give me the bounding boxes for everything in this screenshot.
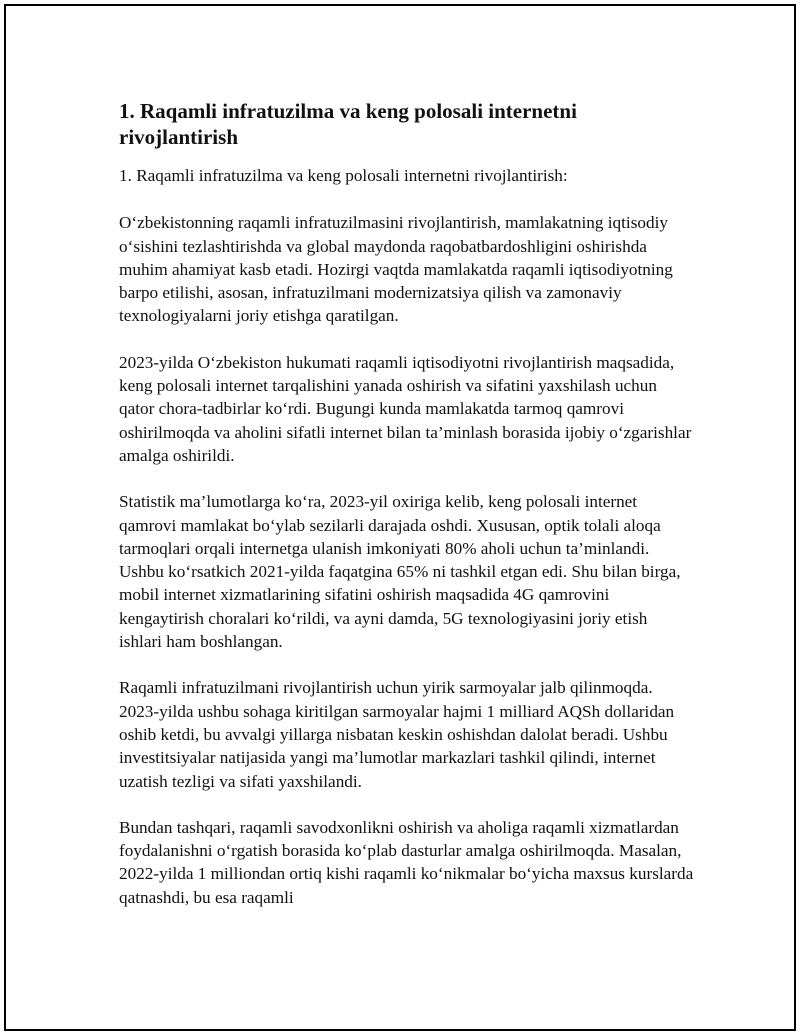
document-content [119, 98, 694, 932]
paragraph: Raqamli infratuzilmani rivojlantirish uchun yirik sarmoyalar jalb qilinmoqda. 2023-yilda ushbu sohaga kiritilgan sarmoyalar hajmi 1 milliard AQSh dollaridan oshib ketdi, bu avvalgi yillarga nisbatan keskin oshishdan dalolat beradi. Ushbu investitsiyalar natijasida yangi ma’lumotlar markazlari tashkil qilindi, internet uzatish tezligi va sifati yaxshilandi. [119, 678, 675, 791]
section-heading: 1. Raqamli infratuzilma va keng polosali internetni rivojlantirish [119, 99, 577, 149]
document-page [4, 4, 796, 1031]
paragraph: O‘zbekistonning raqamli infratuzilmasini rivojlantirish, mamlakatning iqtisodiy o‘sishini tezlashtirishda va global maydonda raqobatbardoshligini oshirishda muhim ahamiyat kasb etadi. Hozirgi vaqtda mamlakatda raqamli iqtisodiyotning barpo etilishi, asosan, infratuzilmani modernizatsiya qilish va zamonaviy texnologiyalarni joriy etishga qaratilgan. [119, 213, 673, 326]
paragraph: 2023-yilda O‘zbekiston hukumati raqamli iqtisodiyotni rivojlantirish maqsadida, keng polosali internet tarqalishini yanada oshirish va sifatini yaxshilash uchun qator chora-tadbirlar ko‘rdi. Bugungi kunda mamlakatda tarmoq qamrovi oshirilmoqda va aholini sifatli internet bilan ta’minlash borasida ijobiy o‘zgarishlar amalga oshirildi. [119, 352, 692, 465]
paragraph: Statistik ma’lumotlarga ko‘ra, 2023-yil oxiriga kelib, keng polosali internet qamrovi mamlakat bo‘ylab sezilarli darajada oshdi. Xususan, optik tolali aloqa tarmoqlari orqali internetga ulanish imkoniyati 80% aholi uchun ta’minlandi. Ushbu ko‘rsatkich 2021-yilda faqatgina 65% ni tashkil etgan edi. Shu bilan birga, mobil internet xizmatlarining sifatini oshirish maqsadida 4G qamrovini kengaytirish choralari ko‘rildi, va ayni damda, 5G texnologiyasini joriy etish ishlari ham boshlangan. [119, 492, 681, 652]
section-subheading: 1. Raqamli infratuzilma va keng polosali internetni rivojlantirish: [119, 166, 568, 185]
paragraph: Bundan tashqari, raqamli savodxonlikni oshirish va aholiga raqamli xizmatlardan foydalanishni o‘rgatish borasida ko‘plab dasturlar amalga oshirilmoqda. Masalan, 2022-yilda 1 milliondan ortiq kishi raqamli ko‘nikmalar bo‘yicha maxsus kurslarda qatnashdi, bu esa raqamli [119, 817, 694, 907]
